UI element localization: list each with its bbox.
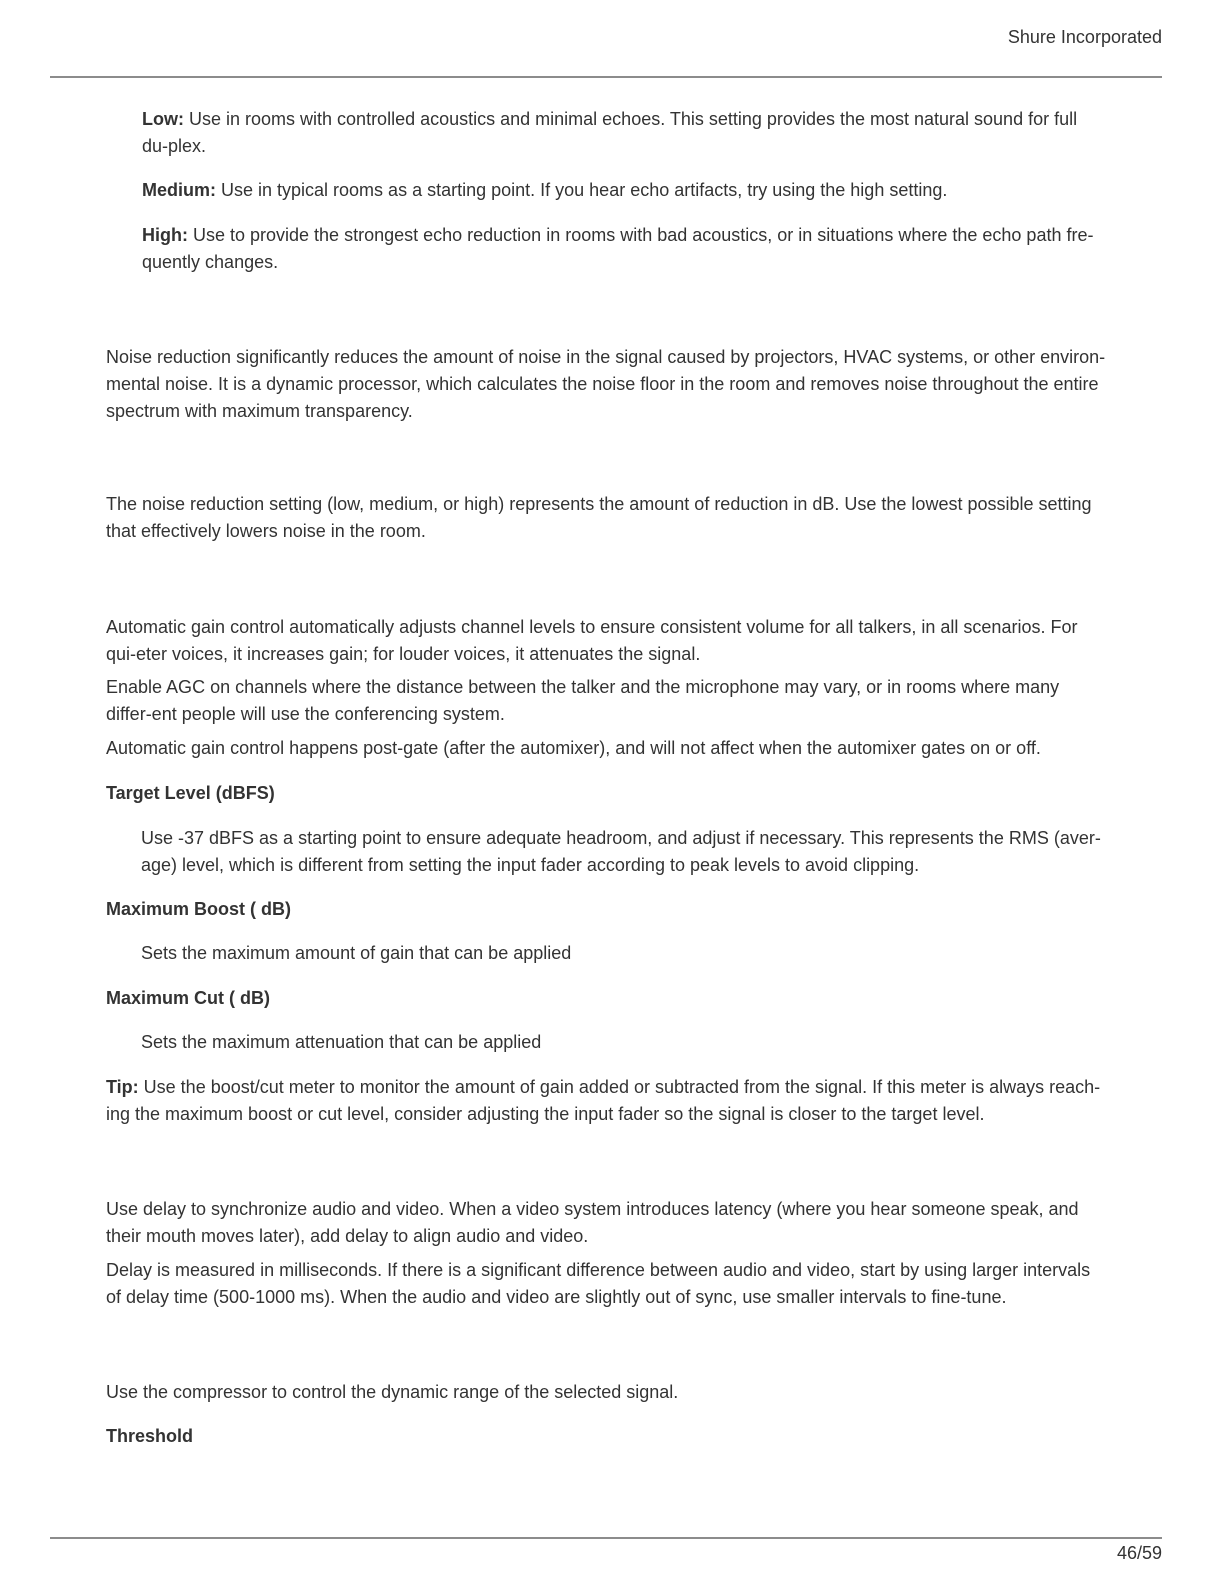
delay-paragraph-2: Delay is measured in milliseconds. If there is a significant difference between audio and video, start by using larger intervals of delay time (500-1000 ms). When the audio and video are slightly out of sync, use smaller intervals to fine-tune. [106, 1260, 1091, 1307]
aec-level-high [142, 222, 1106, 276]
aec-level-term: Medium: [142, 180, 216, 200]
noise-reduction-intro: Noise reduction significantly reduces the amount of noise in the signal caused by projectors, HVAC systems, or other environ-mental noise. It is a dynamic processor, which calculates the noise floor in the room and removes noise throughout the entire spectrum with maximum transparency. [106, 347, 1106, 421]
aec-level-low [142, 106, 1106, 160]
maximum-boost-text: Sets the maximum amount of gain that can be applied [141, 943, 572, 963]
agc-paragraph-2: Enable AGC on channels where the distance between the talker and the microphone may vary, or in rooms where many differ-ent people will use the conferencing system. [106, 677, 1060, 724]
aec-level-term: Low: [142, 109, 184, 129]
tip-label: Tip: [106, 1077, 139, 1097]
delay-paragraph-1: Use delay to synchronize audio and video. When a video system introduces latency (where you hear someone speak, and their mouth moves later), add delay to align audio and video. [106, 1199, 1079, 1246]
page-number: 46/59 [1116, 1543, 1162, 1563]
threshold-heading: Threshold [106, 1426, 194, 1446]
aec-level-medium [142, 177, 1106, 204]
tip-text: Use the boost/cut meter to monitor the amount of gain added or subtracted from the signal. If this meter is always reach-ing the maximum boost or cut level, consider adjusting the input fader so the signal is closer to the target level. [106, 1077, 1101, 1124]
maximum-cut-heading: Maximum Cut ( dB) [106, 988, 270, 1008]
aec-level-text: Use in rooms with controlled acoustics and minimal echoes. This setting provides the most natural sound for full du-plex. [142, 109, 1078, 156]
aec-level-text: Use in typical rooms as a starting point. If you hear echo artifacts, try using the high setting. [216, 180, 948, 200]
target-level-text: Use -37 dBFS as a starting point to ensure adequate headroom, and adjust if necessary. This represents the RMS (aver-age) level, which is different from setting the input fader according to peak levels to avoid clipping. [141, 828, 1101, 875]
header-divider [50, 76, 1162, 78]
agc-paragraph-1: Automatic gain control automatically adjusts channel levels to ensure consistent volume for all talkers, in all scenarios. For qui-eter voices, it increases gain; for louder voices, it attenuates the signal. [106, 617, 1078, 664]
aec-level-text: Use to provide the strongest echo reduction in rooms with bad acoustics, or in situations where the echo path fre-quently changes. [142, 225, 1094, 272]
maximum-cut-text: Sets the maximum attenuation that can be applied [141, 1032, 542, 1052]
agc-tip [106, 1074, 1106, 1128]
aec-level-term: High: [142, 225, 188, 245]
noise-reduction-setting: The noise reduction setting (low, medium, or high) represents the amount of reduction in dB. Use the lowest possible setting that effectively lowers noise in the room. [106, 494, 1092, 541]
target-level-heading: Target Level (dBFS) [106, 783, 275, 803]
compressor-intro: Use the compressor to control the dynamic range of the selected signal. [106, 1382, 679, 1402]
maximum-boost-heading: Maximum Boost ( dB) [106, 899, 292, 919]
footer-divider [50, 1537, 1162, 1539]
header-company-name: Shure Incorporated [1007, 27, 1162, 47]
agc-paragraph-3: Automatic gain control happens post-gate (after the automixer), and will not affect when the automixer gates on or off. [106, 738, 1041, 758]
